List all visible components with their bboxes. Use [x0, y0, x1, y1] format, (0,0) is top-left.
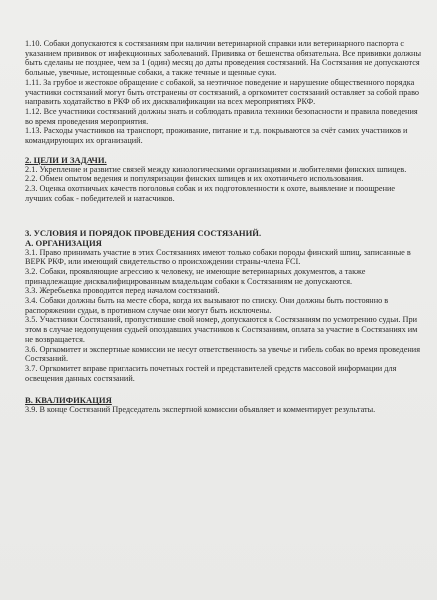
paragraph-3-4: 3.4. Собаки должны быть на месте сбора, когда их вызывают по списку. Они должны быть постоянно в распоряжении судьи, в противном случае они могут быть исключены.: [25, 296, 389, 315]
paragraph-2-3: 2.3. Оценка охотничьих качеств поголовья собак и их подготовленности к охоте, выявление и поощрение лучших собак - победителей и натасчиков.: [25, 184, 396, 203]
subsection-a-heading: А. ОРГАНИЗАЦИЯ: [25, 237, 102, 248]
section-2-heading: 2. ЦЕЛИ И ЗАДАЧИ.: [25, 154, 107, 165]
spacer: [25, 383, 421, 395]
paragraph-1-13: 1.13. Расходы участников на транспорт, проживание, питание и т.д. покрываются за счёт самих участников и командирующих их организаций.: [25, 126, 408, 146]
paragraph-1-12: 1.12. Все участники состязаний должны знать и соблюдать правила техники безопасности и правила поведения во время проведения мероприятия.: [25, 106, 418, 126]
document-body: [25, 39, 421, 415]
section-3-heading: 3. УСЛОВИЯ И ПОРЯДОК ПРОВЕДЕНИЯ СОСТЯЗАНИЙ.: [25, 227, 262, 238]
paragraph-3-7: 3.7. Оргкомитет вправе пригласить почетных гостей и представителей средств массовой информации для освещения данных состязаний.: [25, 363, 397, 383]
spacer: [25, 204, 421, 228]
spacer: [25, 146, 421, 155]
paragraph-2-2: 2.2. Обмен опытом ведения и популяризации финских шпицев и их охотничьего использования.: [25, 174, 364, 184]
paragraph-2-1: 2.1. Укрепление и развитие связей между кинологическими организациями и любителями финских шпицев.: [25, 164, 407, 174]
paragraph-3-2: 3.2. Собаки, проявляющие агрессию к человеку, не имеющие ветеринарных документов, а также принадлежащие дисквалифицированным владельцам собаки к Состязаниям не допускаются.: [25, 266, 366, 286]
paragraph-3-5: 3.5. Участники Состязаний, пропустившие свой номер, допускаются к Состязаниям по усмотрению судьи. При этом в случае недопущения судьей опоздавших участников к Состязаниям, оплата за участие в Состязаниях им не возвращается.: [25, 315, 418, 344]
paragraph-3-1: 3.1. Право принимать участие в этих Состязаниях имеют только собаки породы финский шпиц, записанные в ВЕРК РКФ, или имеющий свидетельство о происхождении страны-члена FCI.: [25, 247, 411, 267]
paragraph-1-10: 1.10. Собаки допускаются к состязаниям при наличии ветеринарной справки или ветеринарного паспорта с указанием прививок от инфекционных заболеваний. Прививка от бешенства обязательна. Все прививки должны быть сделаны не позднее, чем за 1 (один) месяц до даты проведения состязаний. На Состязания не допускаются больные, увечные, истощенные собаки, а также течные и щенные суки.: [25, 39, 421, 78]
paragraph-3-9: 3.9. В конце Состязаний Председатель экспертной комиссии объявляет и комментирует результаты.: [25, 405, 376, 415]
paragraph-3-3: 3.3. Жеребьевка проводится перед началом состязаний.: [25, 286, 220, 296]
paragraph-3-6: 3.6. Оргкомитет и экспертные комиссии не несут ответственность за увечье и гибель собак во время проведения Состязаний.: [25, 344, 421, 364]
paragraph-1-11: 1.11. За грубое и жестокое обращение с собакой, за неэтичное поведение и нарушение общественного порядка участники состязаний могут быть отстранены от состязаний, а оргкомитет состязаний оставляет за собой право направить ходатайство в РКФ об их дисквалификации на всех мероприятиях РКФ.: [25, 77, 420, 107]
subsection-b-heading: В. КВАЛИФИКАЦИЯ: [25, 395, 112, 406]
